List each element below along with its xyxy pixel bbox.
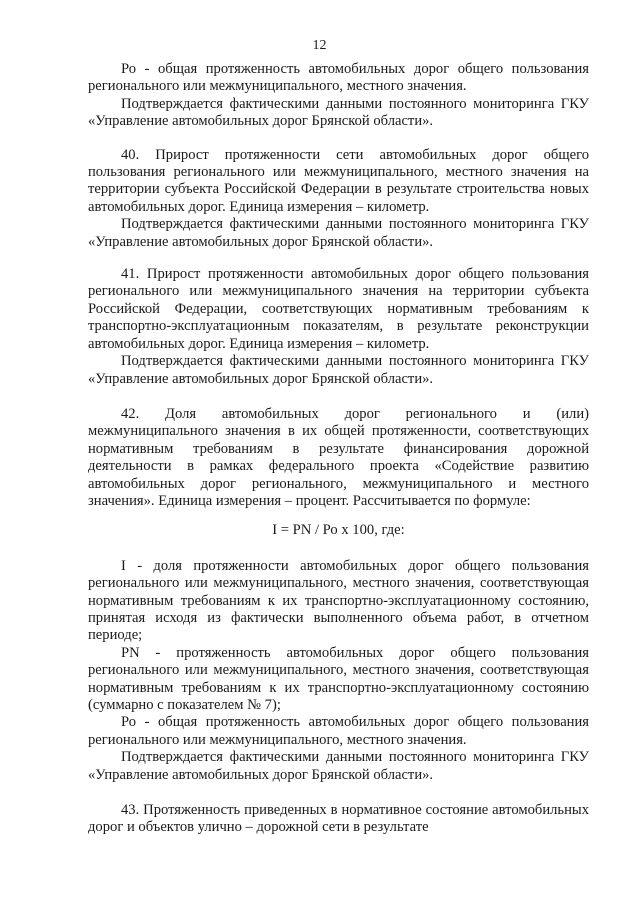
paragraph-item-41: 41. Прирост протяженности автомобильных дорог общего пользования регионального или межмуниципального значения на территории субъекта Российской Федерации, соответствующих нормативным требованиям к транспортно-эксплуатационным показателям, в результате реконструкции автомобильных дорог. Единица измерения – километр. [88, 266, 589, 352]
paragraph-confirmation: Подтверждается фактическими данными постоянного мониторинга ГКУ «Управление автомобильных дорог Брянской области». [88, 216, 589, 250]
page-number: 12 [312, 38, 327, 53]
paragraph-pn-definition: PN - протяженность автомобильных дорог общего пользования регионального или межмуниципального, местного значения, соответствующая нормативным требованиям к их транспортно-эксплуатационному состоянию (суммарно с показателем № 7); [88, 644, 589, 713]
paragraph-item-42: 42. Доля автомобильных дорог регионального и (или) межмуниципального значения в их общей протяженности, соответствующих нормативным требованиям в результате финансирования дорожной деятельности в рамках федерального проекта «Содействие развитию автомобильных дорог регионального, межмуниципального и местного значения». Единица измерения – процент. Рассчитывается по формуле: [88, 405, 589, 509]
paragraph-confirmation: Подтверждается фактическими данными постоянного мониторинга ГКУ «Управление автомобильных дорог Брянской области». [88, 353, 589, 387]
paragraph-item-40: 40. Прирост протяженности сети автомобильных дорог общего пользования регионального или межмуниципального, местного значения на территории субъекта Российской Федерации в результате строительства новых автомобильных дорог. Единица измерения – километр. [88, 146, 589, 215]
document-body [88, 61, 589, 837]
paragraph-confirmation: Подтверждается фактическими данными постоянного мониторинга ГКУ «Управление автомобильных дорог Брянской области». [88, 95, 589, 130]
paragraph-item-43: 43. Протяженность приведенных в нормативное состояние автомобильных дорог и объектов улично – дорожной сети в результате [88, 802, 589, 836]
paragraph-ro-definition: Ро - общая протяженность автомобильных дорог общего пользования регионального или межмуниципального, местного значения. [88, 61, 589, 95]
formula: I = PN / Ро х 100, где: [272, 522, 405, 539]
paragraph-i-definition: I - доля протяженности автомобильных дорог общего пользования регионального или межмуниципального, местного значения, соответствующая нормативным требованиям к их транспортно-эксплуатационному состоянию, принятая исходя из фактически выполненного объема работ, в отчетном периоде; [88, 557, 589, 644]
paragraph-ro-definition: Ро - общая протяженность автомобильных дорог общего пользования регионального или межмуниципального, местного значения. [88, 714, 589, 748]
paragraph-confirmation: Подтверждается фактическими данными постоянного мониторинга ГКУ «Управление автомобильных дорог Брянской области». [88, 749, 589, 783]
